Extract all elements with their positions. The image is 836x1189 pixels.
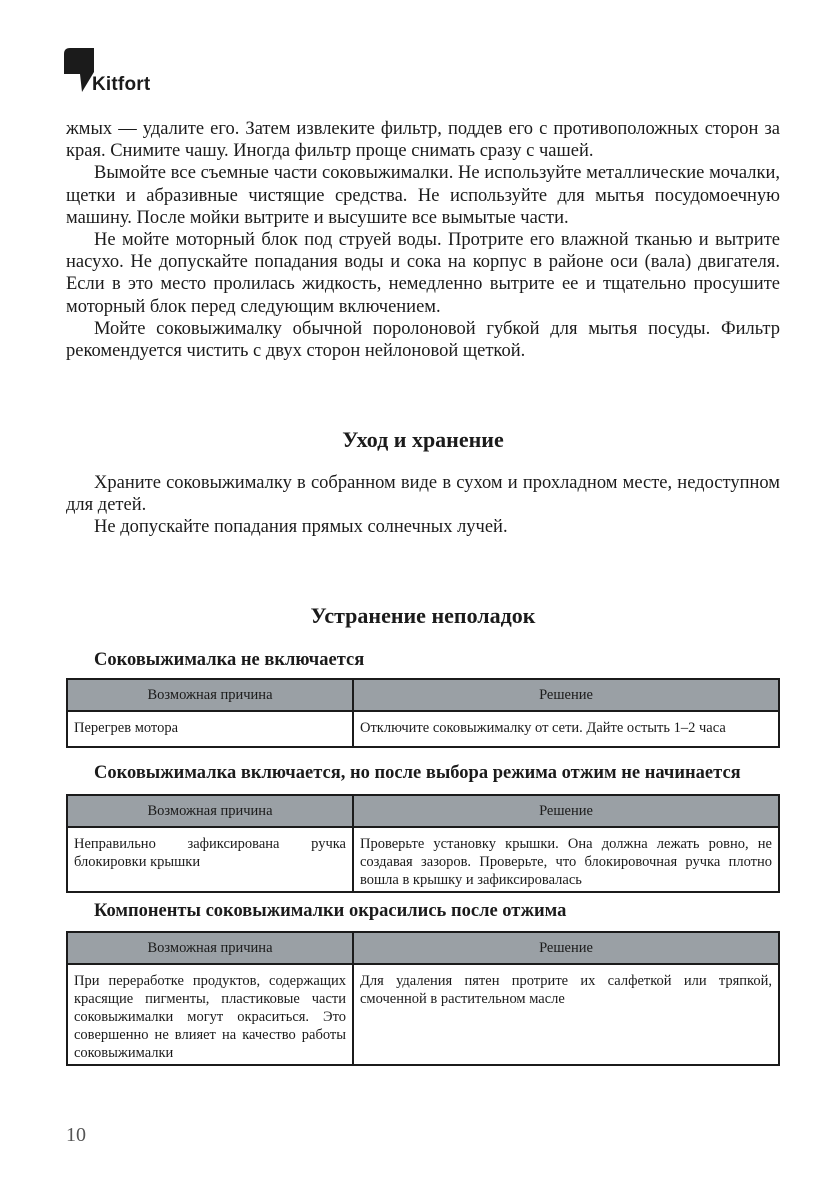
solution-cell: Отключите соковыжималку от сети. Дайте остыть 1–2 часа <box>353 711 779 747</box>
cause-cell: Неправильно зафиксирована ручка блокировки крышки <box>67 827 353 892</box>
care-heading: Уход и хранение <box>342 427 504 452</box>
troubleshooting-table <box>66 794 780 893</box>
brand-logo <box>64 48 174 96</box>
paragraph: Вымойте все съемные части соковыжималки. Не используйте металлические мочалки, щетки и абразивные чистящие средства. Не используйте для мытья посудомоечную машину. После мойки вытрите и высушите все вымытые части. <box>66 163 780 228</box>
care-text <box>66 472 780 539</box>
troubleshooting-table <box>66 931 780 1066</box>
paragraph: жмых — удалите его. Затем извлеките фильтр, поддев его с противоположных сторон за края. Снимите чашу. Иногда фильтр проще снимать сразу с чашей. <box>66 119 780 162</box>
column-header-cause: Возможная причина <box>67 679 353 711</box>
solution-cell: Проверьте установку крышки. Она должна лежать ровно, не создавая зазоров. Проверьте, что блокировочная ручка плотно вошла в крышку и зафиксировалась <box>353 827 779 892</box>
paragraph: Не мойте моторный блок под струей воды. Протрите его влажной тканью и вытрите насухо. Не допускайте попадания воды и сока на корпус в районе оси (вала) двигателя. Если в это место пролилась жидкость, немедленно вытрите ее и тщательно просушите моторный блок перед следующим включением. <box>66 230 780 317</box>
paragraph: Мойте соковыжималку обычной поролоновой губкой для мытья посуды. Фильтр рекомендуется чистить с двух сторон нейлоновой щеткой. <box>66 318 780 362</box>
troubleshooting-heading: Устранение неполадок <box>310 603 536 628</box>
page-number: 10 <box>66 1124 86 1146</box>
section-title: Соковыжималка не включается <box>94 650 365 670</box>
section-title: Соковыжималка включается, но после выбора режима отжим не начинается <box>94 763 741 783</box>
brand-name: Kitfort <box>92 74 151 95</box>
column-header-solution: Решение <box>353 795 779 827</box>
paragraph: Храните соковыжималку в собранном виде в сухом и прохладном месте, недоступном для детей. <box>66 473 780 516</box>
cause-cell: При переработке продуктов, содержащих красящие пигменты, пластиковые части соковыжималки могут окраситься. Это совершенно не влияет на качество работы соковыжималки <box>67 964 353 1065</box>
column-header-cause: Возможная причина <box>67 795 353 827</box>
troubleshooting-table <box>66 678 780 748</box>
column-header-solution: Решение <box>353 679 779 711</box>
cause-cell: Перегрев мотора <box>67 711 353 747</box>
paragraph: Не допускайте попадания прямых солнечных лучей. <box>94 517 508 538</box>
intro-text <box>66 118 780 362</box>
solution-cell: Для удаления пятен протрите их салфеткой или тряпкой, смоченной в растительном масле <box>353 964 779 1065</box>
kitfort-logo-icon <box>64 48 94 92</box>
column-header-cause: Возможная причина <box>67 932 353 964</box>
column-header-solution: Решение <box>353 932 779 964</box>
section-title: Компоненты соковыжималки окрасились после отжима <box>94 901 567 921</box>
